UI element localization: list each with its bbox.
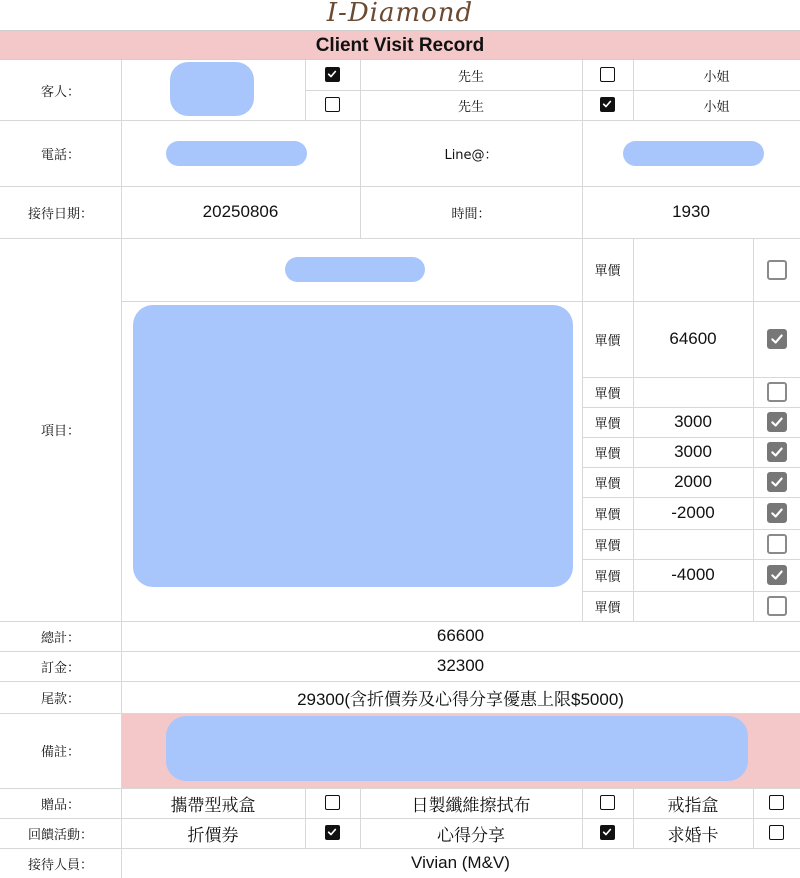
item-select-checkbox[interactable] xyxy=(767,412,787,432)
deposit-label: 訂金： xyxy=(40,660,80,676)
grid-line xyxy=(753,788,754,848)
guest-row1-mr-checkbox[interactable] xyxy=(325,67,340,82)
item-price-value xyxy=(633,238,753,301)
feedback-option-1-checkbox[interactable] xyxy=(325,825,340,840)
item-select-checkbox[interactable] xyxy=(767,472,787,492)
deposit-amount: 32300 xyxy=(436,656,485,675)
item-price-label: 單價 xyxy=(594,569,621,585)
feedback-option-3-label: 求婚卡 xyxy=(667,825,719,845)
checkmark-icon xyxy=(327,69,337,79)
item-select-checkbox[interactable] xyxy=(767,260,787,280)
item-price-value: -2000 xyxy=(671,503,715,522)
item-price-value: 64600 xyxy=(669,329,717,348)
balance-amount: 29300(含折價券及心得分享優惠上限$5000) xyxy=(297,689,624,709)
gift-option-1-label: 攜帶型戒盒 xyxy=(170,795,256,815)
staff-name: Vivian (M&V) xyxy=(411,853,510,872)
date-label: 接待日期： xyxy=(27,206,93,222)
grid-line xyxy=(121,60,122,878)
gift-option-2-label: 日製纖維擦拭布 xyxy=(411,795,531,815)
item-price-label: 單價 xyxy=(594,476,621,492)
item-price-value: 3000 xyxy=(674,442,712,461)
balance-label: 尾款： xyxy=(40,691,80,707)
checkmark-icon xyxy=(770,568,784,582)
grid-line xyxy=(305,788,306,848)
checkmark-icon xyxy=(770,415,784,429)
line-label: Line@： xyxy=(444,147,498,163)
grid-line xyxy=(582,60,583,120)
gift-option-1-checkbox[interactable] xyxy=(325,795,340,810)
guest-row1-ms-checkbox[interactable] xyxy=(600,67,615,82)
item-price-label: 單價 xyxy=(594,416,621,432)
item-select-checkbox[interactable] xyxy=(767,329,787,349)
item-price-value: 2000 xyxy=(674,472,712,491)
notes-label: 備註： xyxy=(40,745,80,760)
feedback-option-2-checkbox[interactable] xyxy=(600,825,615,840)
checkmark-icon xyxy=(770,332,784,346)
gift-option-3-checkbox[interactable] xyxy=(769,795,784,810)
guest-row1-mr-label: 先生 xyxy=(457,69,484,85)
item-price-value: 3000 xyxy=(674,412,712,431)
guest-row2-ms-checkbox[interactable] xyxy=(600,97,615,112)
gifts-label: 贈品： xyxy=(40,797,80,813)
redacted-phone xyxy=(166,141,307,166)
redacted-item-name xyxy=(285,257,425,282)
grid-line xyxy=(305,60,306,120)
guest-row2-mr-label: 先生 xyxy=(457,99,484,115)
grid-line xyxy=(582,788,583,848)
brand-logo: I-Diamond xyxy=(326,0,474,28)
guest-row1-ms-label: 小姐 xyxy=(703,69,730,85)
gift-option-2-checkbox[interactable] xyxy=(600,795,615,810)
phone-label: 電話： xyxy=(40,147,80,163)
item-price-label: 單價 xyxy=(594,446,621,462)
total-amount: 66600 xyxy=(436,626,485,645)
feedback-option-1-label: 折價券 xyxy=(187,825,239,845)
item-price-label: 單價 xyxy=(594,386,621,402)
item-select-checkbox[interactable] xyxy=(767,503,787,523)
item-select-checkbox[interactable] xyxy=(767,565,787,585)
item-price-value: -4000 xyxy=(671,565,715,584)
item-select-checkbox[interactable] xyxy=(767,442,787,462)
feedback-option-3-checkbox[interactable] xyxy=(769,825,784,840)
item-select-checkbox[interactable] xyxy=(767,534,787,554)
checkmark-icon xyxy=(770,445,784,459)
page-title: Client Visit Record xyxy=(0,30,800,60)
checkmark-icon xyxy=(327,827,337,837)
item-price-value xyxy=(633,591,753,621)
item-price-label: 單價 xyxy=(594,507,621,523)
item-price-value xyxy=(633,529,753,559)
visit-time: 1930 xyxy=(672,202,710,221)
time-label: 時間： xyxy=(451,206,491,222)
grid-line xyxy=(753,238,754,621)
redacted-item-details xyxy=(133,305,573,587)
checkmark-icon xyxy=(770,506,784,520)
guest-row2-mr-checkbox[interactable] xyxy=(325,97,340,112)
item-price-label: 單價 xyxy=(594,538,621,554)
checkmark-icon xyxy=(770,475,784,489)
item-price-label: 單價 xyxy=(594,264,621,279)
item-select-checkbox[interactable] xyxy=(767,596,787,616)
checkmark-icon xyxy=(602,827,612,837)
feedback-label: 回饋活動： xyxy=(27,827,93,843)
item-select-checkbox[interactable] xyxy=(767,382,787,402)
visit-date: 20250806 xyxy=(202,202,279,221)
checkmark-icon xyxy=(602,99,612,109)
staff-label: 接待人員： xyxy=(27,857,93,873)
guest-row2-ms-label: 小姐 xyxy=(703,99,730,115)
total-label: 總計： xyxy=(40,630,80,646)
item-price-label: 單價 xyxy=(594,600,621,616)
redacted-guest-name xyxy=(170,62,254,116)
guest-label: 客人： xyxy=(40,84,80,100)
item-price-label: 單價 xyxy=(594,333,621,349)
feedback-option-2-label: 心得分享 xyxy=(437,825,505,845)
redacted-notes xyxy=(166,716,748,781)
items-label: 項目： xyxy=(40,424,80,439)
item-price-value xyxy=(633,377,753,407)
gift-option-3-label: 戒指盒 xyxy=(667,795,719,815)
redacted-line-id xyxy=(623,141,764,166)
